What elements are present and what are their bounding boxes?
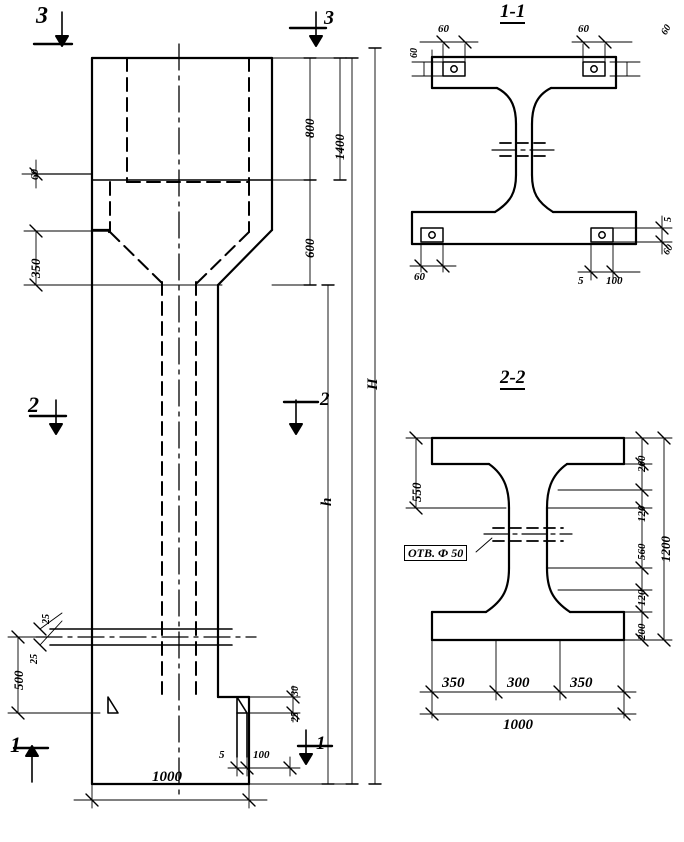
dim-22-1000: 1000: [503, 717, 533, 733]
marker-label-1-right: 1: [316, 733, 326, 754]
dim-11-top-right-60: 60: [578, 23, 589, 35]
dim-11-right-edge-5: 5: [663, 217, 674, 222]
dim-main-left-500: 500: [11, 670, 26, 690]
dim-11-bottom-left-60: 60: [414, 271, 425, 283]
dim-main-600: 600: [302, 238, 317, 258]
dim-11-bottom-5: 5: [578, 275, 584, 287]
dim-22-200-bottom: 200: [636, 623, 648, 640]
dim-main-left-350: 350: [28, 258, 43, 278]
dim-22-120-top: 120: [636, 505, 648, 522]
dim-main-25b: 25: [29, 654, 40, 664]
dim-22-300: 300: [507, 675, 530, 691]
marker-label-1-left: 1: [10, 732, 21, 757]
dim-main-800: 800: [302, 118, 317, 138]
dim-11-left-60: 60: [409, 48, 420, 58]
dim-main-bottom-30: 30: [290, 686, 301, 696]
marker-label-3-left: 3: [36, 3, 48, 29]
section-title-2-2: 2-2: [500, 367, 526, 388]
section-title-1-1: 1-1: [500, 1, 526, 22]
marker-label-2-right: 2: [320, 389, 330, 410]
dim-22-560: 560: [636, 543, 648, 560]
note-hole-diameter: ОТВ. Ф 50: [404, 545, 467, 561]
marker-label-3-right: 3: [324, 7, 334, 29]
dim-main-1000: 1000: [152, 769, 182, 785]
dim-main-H: H: [365, 378, 381, 390]
marker-label-2-left: 2: [28, 392, 39, 417]
dim-main-bottom-100: 100: [253, 749, 270, 761]
dim-main-bottom-25: 25: [290, 712, 301, 722]
dim-22-200-top: 200: [636, 455, 648, 472]
dim-11-right-edge-60: 60: [661, 242, 676, 257]
dim-22-350-right: 350: [570, 675, 593, 691]
dim-11-bottom-100: 100: [606, 275, 623, 287]
dim-main-h: h: [319, 497, 335, 506]
dim-main-1400: 1400: [332, 134, 347, 160]
dim-11-top-left-60: 60: [438, 23, 449, 35]
dim-22-120-bottom: 120: [636, 589, 648, 606]
dim-main-bottom-5: 5: [219, 749, 225, 761]
dim-22-550: 550: [409, 482, 424, 502]
dim-11-right-60: 60: [659, 22, 674, 37]
dim-22-350-left: 350: [442, 675, 465, 691]
dim-22-1200: 1200: [658, 536, 673, 562]
dim-main-25a: 25: [41, 614, 52, 624]
dim-main-left-60: 60: [29, 169, 41, 180]
